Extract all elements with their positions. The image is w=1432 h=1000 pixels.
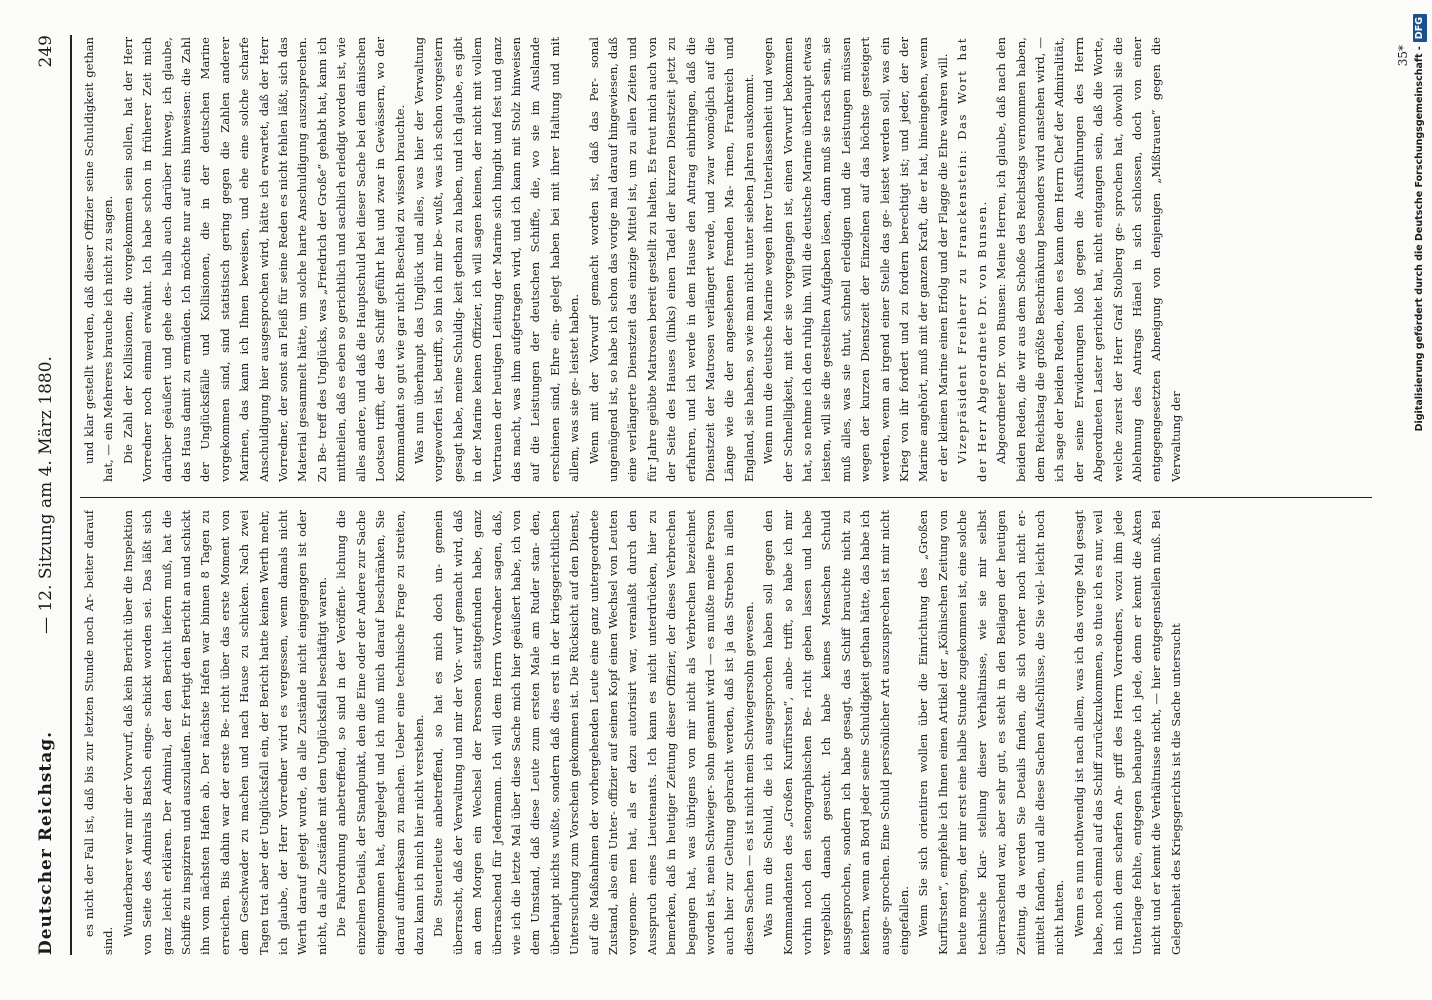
dfg-logo: DFG bbox=[1413, 14, 1427, 42]
paragraph: Was nun überhaupt das Unglück und alles, was hier der Verwaltung vorgeworfen ist, betrifft, so bin ich mir be- wußt, was ich schon vorgestern gesagt habe, meine Schuldig- keit gethan zu haben, und ich glaube, es gibt in der Marine keinen Offizier, ich will sagen keinen, der nicht mit vollem Vertrauen der heutigen Leitung der Marine sich hingibt und fest und ganz das macht, was ihm aufgetragen wird, und ich kann mit Stolz hinweisen auf die Leistungen der deutschen Schiffe, die, wo sie im Auslande erschienen sind, Ehre ein- gelegt haben bei mit ihrer Haltung und mit allem, was sie ge- leistet haben. bbox=[411, 37, 582, 482]
speaker-paragraph: Vizepräsident Freiherr zu Franckenstein: Das Wort hat der Herr Abgeordnete Dr. von Bunsen. bbox=[955, 37, 989, 482]
dfg-credit-text: Digitalisierung gefördert durch die Deutsche Forschungsgemeinschaft - bbox=[1414, 46, 1425, 432]
paragraph: Wunderbarer war mir der Vorwurf, daß kein Bericht über die Inspektion von Seite des Admirals Batsch einge- schickt worden sei. Das läßt sich ganz leicht erklären. Der Admiral, der den Bericht liefern muß, hat die Schiffe zu inspiziren und auszulaufen. Er fertigt den Bericht an und schickt ihn vom nächsten Hafen ab. Der nächste Hafen war binnen 8 Tagen zu erreichen. Bis dahin war der erste Be- richt über das erste Moment von dem Geschwader zu machen und nach Hause zu schicken. Nach zwei Tagen trat aber der Unglücksfall ein, der Bericht hatte keinen Werth mehr, ich glaube, der Herr Vorredner wird es vergessen, wenn damals nicht Werth darauf gelegt wurde, da alle Zustände nicht eingegangen ist oder nicht, da alle Zustände mit dem Unglücksfall beschäftigt waren. bbox=[120, 510, 329, 955]
paragraph: Wenn nun die deutsche Marine wegen ihrer Unterlassenheit und wegen der Schnelligkeit, mit der sie vorgegangen ist, einen Vorwurf bekommen hat, so nehme ich den ruhig hin. Will die deutsche Marine überhaupt etwas leisten, will sie die gestellten Aufgaben lösen, dann muß sie rasch sein, sie muß alles, was sie thut, schnell erledigen und die Leistungen müssen wegen der kurzen Dienstzeit der Einzelnen auf das höchste gesteigert werden, wenn an irgend einer Stelle das ge- leistet werden soll, was ein Krieg von ihr fordert und zu fordern berechtigt ist; und jeder, der der Marine angehört, muß mit der ganzen Kraft, die er hat, hineingehen, wenn er der kleinen Marine einen Erfolg und der Flagge die Ehre wahren will. bbox=[761, 37, 950, 482]
paragraph: Die Steuerleute anbetreffend, so hat es mich doch un- gemein überrascht, daß der Verwaltung und mir der Vor- wurf gemacht wird, daß an dem Morgen ein Wechsel der Personen stattgefunden habe, ganz überraschend für Jedermann. Ich will dem Herrn Vorredner sagen, daß, wie ich die letzte Mal über diese Sache mich hier geäußert habe, ich von dem Umstand, daß diese Leute zum ersten Male am Ruder stan- den, überhaupt nichts wußte, sondern daß dies erst in der kriegsgerichtlichen Untersuchung zum Vorschein gekommen ist. Die Rücksicht auf den Dienst, auf die Maßnahmen der vorhergehenden Leute eine ganz untergeordnete Zustand, also ein Unter- offizier auf seinen Kopf einen Wechsel von Leuten vorgenom- men hat, als er dazu autorisirt war, veranlaßt durch den Ausspruch eines Lieutenants. Ich kann es nicht unterdrücken, hier zu bemerken, daß in heutiger Zeitung dieser Offizier, der dieses Verbrechen begangen hat, was übrigens von mir nicht als Verbrechen bezeichnet worden ist, mein Schwieger- sohn genannt wird — es mußte meine Person auch hier zur Geltung gebracht werden, daß ist ja das Streben in allen diesen Sachen — es ist nicht mein Schwiegersohn gewesen. bbox=[431, 510, 756, 955]
dfg-credit bbox=[1408, 0, 1432, 1000]
paragraph: Die Fahrordnung anbetreffend, so sind in der Veröffent- lichung die einzelnen Details, der Standpunkt, den die Eine oder der Andere zur Sache eingenommen hat, dargelegt und ich muß mich darauf beschränken, Sie darauf aufmerksam zu machen. Ueber eine technische Frage zu streiten, dazu kann ich mich hier nicht verstehen. bbox=[334, 510, 426, 955]
header-publication: Deutscher Reichstag. bbox=[36, 730, 56, 955]
page-number: 249 bbox=[36, 35, 56, 68]
header-session: — 12. Sitzung am 4. März 1880. bbox=[36, 356, 56, 634]
right-column bbox=[80, 37, 1377, 482]
signature-mark: 35* bbox=[1396, 45, 1410, 67]
speaker-paragraph: Abgeordneter Dr. von Bunsen: Meine Herren, ich glaube, daß nach den beiden Reden, die wir aus dem Schoße des Reichstags vernommen haben, dem Reichstag die größte Beschränkung besonders wird anstehen wird, — ich sage der beiden Reden, denn es kann dem Herrn Chef der Admiralität, der seine Erwiderungen bloß gegen die Ausführungen des Herrn Abgeordneten Laster gerichtet hat, nicht entgangen sein, daß die Worte, welche zuerst der Herr Graf Stolberg ge- sprochen hat, obwohl sie die Ablehnung des Antrags Hänel in sich schlossen, doch von einer entgegengesetzten Abneigung von denjenigen „Mißtrauen“ gegen die Verwaltung der bbox=[994, 37, 1183, 482]
dfg-credit-strip bbox=[1408, 0, 1432, 1000]
column-divider bbox=[80, 497, 1372, 498]
paragraph: Wenn Sie sich orientiren wollen über die Einrichtung des „Großen Kurfürsten“, empfehle ich Ihnen einen Artikel der „Kölnischen Zeitung von heute morgen, der mir erst eine halbe Stunde zugekommen ist, eine solche technische Klar- stellung dieser Verhältnisse, wie sie mir selbst überraschend war, aber sehr gut, es steht in den Beilagen der heutigen Zeitung, da werden Sie Details finden, die sich vorher noch nicht er- mittelt fanden, und alle diese Sachen Aufschlüsse, die Sie viel- leicht noch nicht hatten. bbox=[916, 510, 1067, 955]
paragraph: Was nun die Schuld, die ich ausgesprochen haben soll gegen den Kommandanten des „Großen Kurfürsten“, anbe- trifft, so habe ich mir vorhin noch den stenographischen Be- richt geben lassen und habe vergeblich danach gesucht. Ich habe keines Menschen Schuld ausgesprochen, sondern ich habe gesagt, das Schiff brauchte nicht zu kentern, wenn an Bord jeder seine Schuldigkeit gethan hätte, das habe ich ausge- sprochen. Eine Schuld persönlicher Art auszusprechen ist mir nicht eingefallen. bbox=[761, 510, 912, 955]
page-header bbox=[30, 35, 70, 955]
left-column bbox=[80, 510, 1377, 955]
paragraph: Wenn mit der Vorwurf gemacht worden ist, daß das Per- sonal ungenügend ist, so habe ich schon das vorige mal darauf hingewiesen, daß eine verlängerte Dienstzeit das einzige Mittel ist, um zu allen Zeiten und für Jahre geübte Matrosen bereit gestellt zu halten. Es freut mich auch von der Seite des Hauses (links) einen Tadel der kurzen Dienstzeit jetzt zu erfahren, und ich werde in dem Hause den Antrag einbringen, daß die Dienstzeit der Matrosen verlängert werde, und zwar womöglich auf die Länge wie die der angesehenen fremden Ma- rinen, Frankreich und England, sie haben, so wie man nicht unter sieben Jahren auskommt. bbox=[586, 37, 756, 482]
paragraph: und klar gestellt werden, daß dieser Offizier seine Schuldigkeit gethan hat, — ein Mehreres brauche ich nicht zu sagen. bbox=[82, 37, 116, 482]
paragraph: Wenn es nun nothwendig ist nach allem, was ich das vorige Mal gesagt habe, noch einmal auf das Schiff zurückzukommen, so thue ich es nur, weil ich mich dem scharfen An- griff des Herrn Vorredners, wozu ihm jede Unterlage fehlte, entgegen behaupte ich jede, denn er kennt die Akten nicht und er kennt die Verhältnisse nicht, — hier entgegenstellen muß. Bei Gelegenheit des Kriegsgerichts ist die Sache untersucht bbox=[1071, 510, 1183, 955]
header-rule bbox=[70, 35, 72, 955]
paragraph: Die Zahl der Kollisionen, die vorgekommen sein sollen, hat der Herr Vorredner noch einmal erwähnt. Ich habe schon in früherer Zeit mich darüber geäußert und gehe des- halb auch darüber hinweg, ich glaube, das Haus damit zu ermüden. Ich möchte nur auf eins hinweisen: die Zahl der Unglücksfälle und Kollisionen, die in der deutschen Marine vorgekommen sind, sind statistisch gering gegen die Zahlen anderer Marinen, das kann ich Ihnen beweisen, und ehe eine solche scharfe Anschuldigung hier ausgesprochen wird, hätte ich erwartet, daß der Herr Vorredner, der sonst an Fleiß für seine Reden es nicht fehlen läßt, sich das Material gesammelt hätte, um solche harte Anschuldigung auszusprechen. Zu Be- treff des Unglücks, was „Friedrich der Große“ gehabt hat, kann ich mittheilen, daß es eben so gerichtlich und sachlich erledigt worden ist, wie alles andere, und daß die Hauptschuld bei dieser Sache bei dem dänischen Lootsen trifft, der das Schiff geführt hat und zwar in Gewässern, wo der Kommandant so gut wie gar nicht Bescheid zu wissen brauchte. bbox=[120, 37, 407, 482]
paragraph: es nicht der Fall ist, daß bis zur letzten Stunde noch Ar- beiter darauf sind. bbox=[82, 510, 116, 955]
